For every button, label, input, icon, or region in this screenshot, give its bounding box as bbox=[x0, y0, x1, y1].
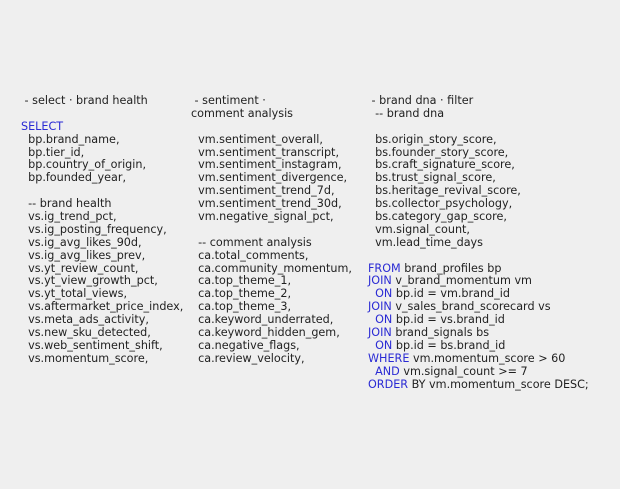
code-text: comment analysis bbox=[191, 106, 294, 120]
code-line bbox=[191, 211, 352, 224]
code-text: vs.web_sentiment_shift, bbox=[21, 338, 163, 352]
code-text: vm.momentum_score > 60 bbox=[409, 351, 566, 365]
code-text: vm.sentiment_divergence, bbox=[191, 171, 348, 185]
code-text: v_brand_momentum vm bbox=[391, 274, 532, 288]
sql-keyword: FROM bbox=[368, 261, 401, 275]
code-text: bs.category_gap_score, bbox=[368, 210, 507, 224]
code-text: ca.keyword_underrated, bbox=[191, 313, 334, 327]
code-text: vs.new_sku_detected, bbox=[21, 326, 151, 340]
code-text: bp.founded_year, bbox=[21, 171, 127, 185]
sql-keyword: ORDER bbox=[368, 377, 409, 391]
sql-keyword: JOIN bbox=[368, 274, 392, 288]
code-text: vm.signal_count, bbox=[368, 222, 470, 236]
code-text: bp.id = vm.brand_id bbox=[392, 287, 510, 301]
code-text: bs.collector_psychology, bbox=[368, 197, 513, 211]
code-line bbox=[368, 379, 589, 392]
code-text: vs.ig_trend_pct, bbox=[21, 210, 117, 224]
sql-keyword: ON bbox=[375, 338, 393, 352]
code-text: ca.top_theme_1, bbox=[191, 274, 292, 288]
sql-column-brand-dna-filter bbox=[368, 95, 589, 391]
code-text: bs.trust_signal_score, bbox=[368, 171, 496, 185]
code-text: vm.sentiment_trend_30d, bbox=[191, 197, 342, 211]
code-text: vm.sentiment_overall, bbox=[191, 132, 323, 146]
code-text: vm.lead_time_days bbox=[368, 235, 484, 249]
code-text: bp.id = vs.brand_id bbox=[392, 313, 505, 327]
code-text: vs.yt_total_views, bbox=[21, 287, 128, 301]
code-text: ca.negative_flags, bbox=[191, 338, 300, 352]
code-text: bs.craft_signature_score, bbox=[368, 158, 515, 172]
code-text: vs.aftermarket_price_index, bbox=[21, 300, 184, 314]
code-line bbox=[191, 353, 352, 366]
code-text: vm.sentiment_transcript, bbox=[191, 145, 339, 159]
code-text: bp.tier_id, bbox=[21, 145, 85, 159]
code-text: bs.origin_story_score, bbox=[368, 132, 497, 146]
sql-keyword: JOIN bbox=[368, 326, 392, 340]
sql-column-select-brand-health bbox=[21, 95, 183, 366]
code-line bbox=[191, 108, 352, 121]
code-text: vs.ig_posting_frequency, bbox=[21, 222, 167, 236]
code-text: ca.review_velocity, bbox=[191, 351, 305, 365]
code-text: vm.signal_count >= 7 bbox=[399, 364, 528, 378]
code-text: vm.negative_signal_pct, bbox=[191, 210, 334, 224]
code-line bbox=[21, 95, 183, 108]
sql-keyword: WHERE bbox=[368, 351, 410, 365]
sql-keyword: ON bbox=[375, 313, 393, 327]
code-line bbox=[21, 172, 183, 185]
code-line bbox=[368, 108, 589, 121]
code-text: bp.brand_name, bbox=[21, 132, 120, 146]
code-text: vm.sentiment_trend_7d, bbox=[191, 184, 335, 198]
code-text: ca.keyword_hidden_gem, bbox=[191, 326, 340, 340]
code-text: brand_signals bs bbox=[391, 326, 490, 340]
code-text: brand_profiles bp bbox=[400, 261, 502, 275]
sql-keyword: JOIN bbox=[368, 300, 392, 314]
code-text: -- brand dna bbox=[368, 106, 445, 120]
code-text: BY vm.momentum_score DESC; bbox=[408, 377, 589, 391]
code-text: bp.country_of_origin, bbox=[21, 158, 147, 172]
code-text: vs.ig_avg_likes_prev, bbox=[21, 248, 146, 262]
code-text: vs.meta_ads_activity, bbox=[21, 313, 149, 327]
code-text: ca.total_comments, bbox=[191, 248, 309, 262]
code-text: ca.community_momentum, bbox=[191, 261, 352, 275]
sql-keyword: ON bbox=[375, 287, 393, 301]
code-text: bp.id = bs.brand_id bbox=[392, 338, 506, 352]
code-text: vs.momentum_score, bbox=[21, 351, 149, 365]
code-text: vs.ig_avg_likes_90d, bbox=[21, 235, 142, 249]
code-text: bs.founder_story_score, bbox=[368, 145, 509, 159]
code-text: - brand dna · filter bbox=[368, 94, 474, 107]
sql-keyword: SELECT bbox=[21, 119, 64, 133]
code-text: v_sales_brand_scorecard vs bbox=[391, 300, 551, 314]
code-line bbox=[368, 237, 589, 250]
code-text: bs.heritage_revival_score, bbox=[368, 184, 521, 198]
code-text: ca.top_theme_3, bbox=[191, 300, 292, 314]
code-text: - select · brand health bbox=[21, 94, 148, 107]
code-line bbox=[21, 353, 183, 366]
code-text: vs.yt_view_growth_pct, bbox=[21, 274, 158, 288]
code-text: - sentiment · bbox=[191, 94, 266, 107]
code-text: -- brand health bbox=[21, 197, 112, 211]
code-text: vm.sentiment_instagram, bbox=[191, 158, 342, 172]
code-text: ca.top_theme_2, bbox=[191, 287, 292, 301]
code-text: -- comment analysis bbox=[191, 235, 312, 249]
code-text: vs.yt_review_count, bbox=[21, 261, 139, 275]
sql-column-sentiment-comment-analysis bbox=[191, 95, 352, 366]
sql-keyword: AND bbox=[375, 364, 400, 378]
